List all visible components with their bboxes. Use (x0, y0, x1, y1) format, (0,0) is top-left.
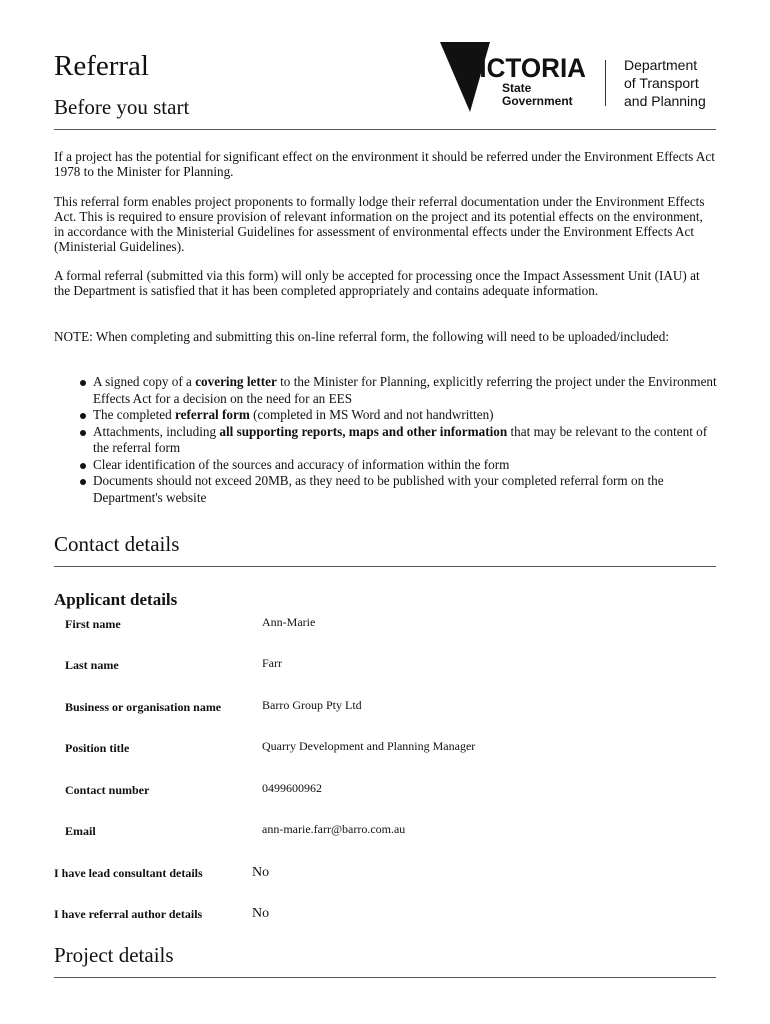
referral-author-value: No (252, 906, 270, 921)
position-title-value: Quarry Development and Planning Manager (262, 739, 476, 753)
bullet-icon (80, 413, 86, 419)
upload-requirements-list (78, 374, 718, 506)
logo-state-government (502, 82, 573, 108)
email-label: Email (65, 824, 96, 838)
logo-dept-line-3: and Planning (624, 93, 706, 109)
list-item: Clear identification of the sources and accuracy of information within the form (78, 457, 718, 474)
position-title-label: Position title (65, 741, 130, 755)
bullet-icon (80, 479, 86, 485)
header-divider (54, 129, 716, 130)
list-item: The completed referral form (completed in MS Word and not handwritten) (78, 407, 718, 424)
first-name-label: First name (65, 617, 121, 631)
logo-dept-line-1: Department (624, 57, 698, 73)
list-item: Attachments, including all supporting reports, maps and other information that may be relevant to the content of the referral form (78, 424, 718, 457)
last-name-value: Farr (262, 656, 282, 670)
logo-brand-text: VICTORIA (462, 53, 586, 83)
intro-paragraph-3: A formal referral (submitted via this form) will only be accepted for processing once the Impact Assessment Unit (IAU) at the Department is satisfied that it has been completed appropriately and contains adequate information. (54, 268, 700, 298)
contact-number-value: 0499600962 (262, 781, 322, 795)
last-name-label: Last name (65, 658, 119, 672)
email-value: ann-marie.farr@barro.com.au (262, 822, 406, 836)
list-item: A signed copy of a covering letter to the Minister for Planning, explicitly referring the project under the Environment Effects Act for a decision on the need for an EES (78, 374, 718, 407)
bullet-icon (80, 380, 86, 386)
logo-state-line: State (502, 81, 532, 95)
applicant-details-heading: Applicant details (54, 590, 178, 609)
lead-consultant-value: No (252, 865, 270, 880)
intro-paragraph-1: If a project has the potential for significant effect on the environment it should be referred under the Environment Effects Act 1978 to the Minister for Planning. (54, 149, 715, 179)
project-details-heading: Project details (54, 943, 174, 967)
business-name-value: Barro Group Pty Ltd (262, 698, 362, 712)
intro-paragraph-2: This referral form enables project proponents to formally lodge their referral documentation under the Environment Effects Act. This is required to ensure provision of relevant information on the project and its potential effects on the environment, in accordance with the Ministerial Guidelines for assessment of environmental effects under the Environment Effects Act (Ministerial Guidelines). (54, 194, 705, 254)
contact-details-heading: Contact details (54, 532, 180, 556)
logo-dept-line-2: of Transport (624, 75, 699, 91)
intro-note: NOTE: When completing and submitting this on-line referral form, the following will need to be uploaded/included: (54, 329, 670, 344)
first-name-value: Ann-Marie (262, 615, 316, 629)
referral-author-label: I have referral author details (54, 907, 203, 921)
contact-number-label: Contact number (65, 783, 150, 797)
contact-divider (54, 566, 716, 567)
logo-divider (605, 60, 606, 106)
logo-government-line: Government (502, 94, 573, 108)
victoria-government-logo (440, 42, 720, 112)
business-name-label: Business or organisation name (65, 700, 222, 714)
bullet-icon (80, 430, 86, 436)
bullet-icon (80, 463, 86, 469)
lead-consultant-label: I have lead consultant details (54, 866, 203, 880)
list-item: Documents should not exceed 20MB, as they need to be published with your completed referral form on the Department's website (78, 473, 718, 506)
page-title: Referral (54, 50, 149, 82)
project-divider (54, 977, 716, 978)
logo-department (624, 56, 706, 110)
page-subtitle: Before you start (54, 95, 190, 119)
